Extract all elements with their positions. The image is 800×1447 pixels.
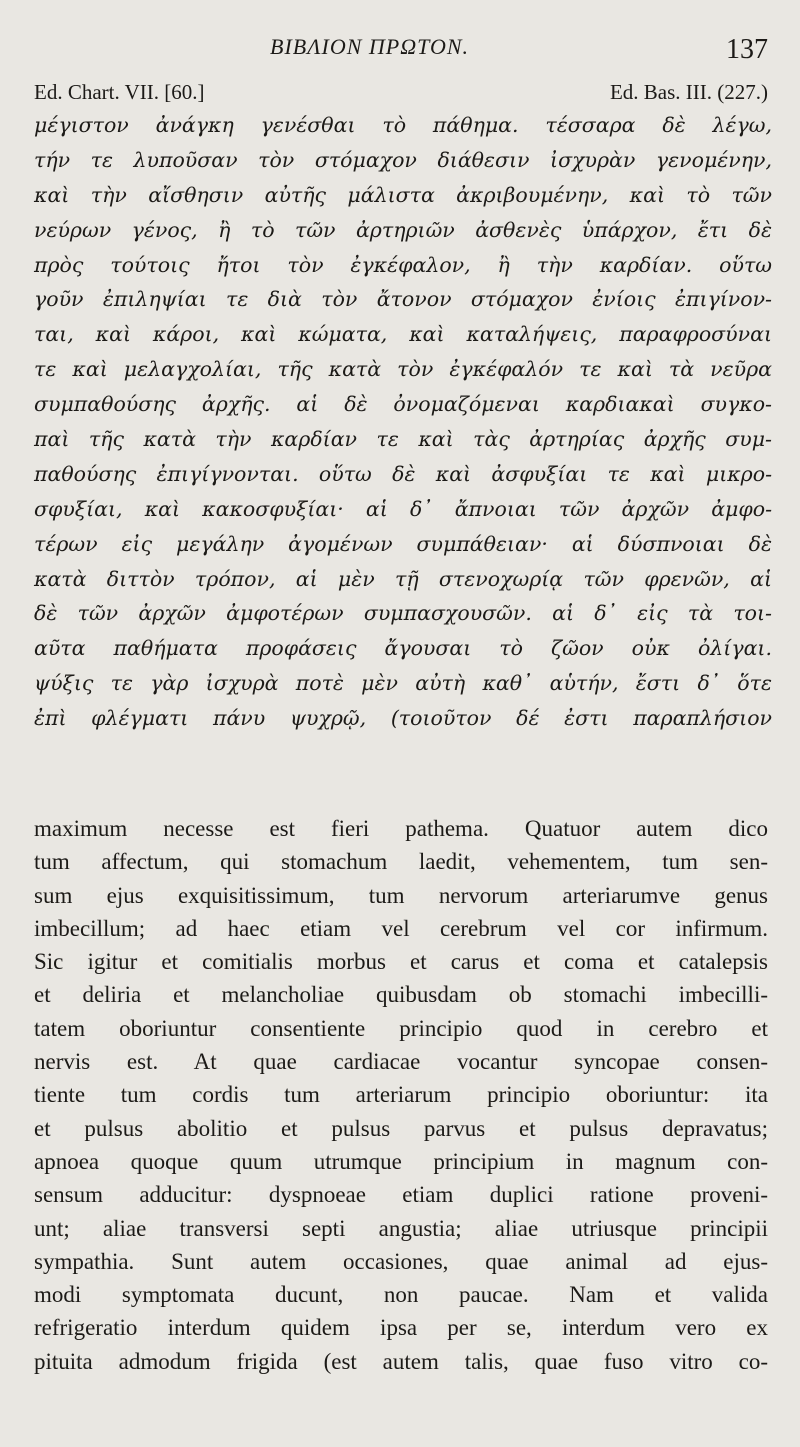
greek-text-line: αῦτα παθήματα προφάσεις ἄγουσαι τὸ ζῶον οὐκ ὀλίγαι. xyxy=(34,636,772,661)
latin-text-line: tiente tum cordis tum arteriarum principio oboriuntur: ita xyxy=(34,1082,768,1108)
latin-text-line: et deliria et melancholiae quibusdam ob stomachi imbecilli- xyxy=(34,982,768,1008)
greek-text-line: πρὸς τούτοις ἤτοι τὸν ἐγκέφαλον, ἢ τὴν καρδίαν. οὕτω xyxy=(34,252,772,277)
latin-text-line: maximum necesse est fieri pathema. Quatuor autem dico xyxy=(34,816,768,841)
greek-text-line: ται, καὶ κάροι, καὶ κώματα, καὶ καταλήψεις, παραφροσύναι xyxy=(34,322,772,347)
greek-text-line: γοῦν ἐπιληψίαι τε διὰ τὸν ἄτονον στόμαχον ἐνίοις ἐπιγίνον- xyxy=(34,287,772,312)
page-number: 137 xyxy=(726,34,768,65)
latin-text-line: imbecillum; ad haec etiam vel cerebrum vel cor infirmum. xyxy=(34,915,768,941)
greek-text-line: ψύξις τε γὰρ ἰσχυρὰ ποτὲ μὲν αὐτὴ καθ᾽ αὑτήν, ἔστι δ᾽ ὅτε xyxy=(34,671,772,696)
latin-text-line: unt; aliae transversi septi angustia; aliae utriusque principii xyxy=(34,1215,768,1241)
latin-text-line: et pulsus abolitio et pulsus parvus et pulsus depravatus; xyxy=(34,1115,768,1141)
greek-text xyxy=(34,108,772,736)
latin-text xyxy=(34,812,768,1378)
latin-text-line: pituita admodum frigida (est autem talis, quae fuso vitro co- xyxy=(34,1348,768,1374)
greek-text-line: κατὰ διττὸν τρόπον, αἱ μὲν τῇ στενοχωρίᾳ τῶν φρενῶν, αἱ xyxy=(34,566,772,591)
greek-text-line: δὲ τῶν ἀρχῶν ἀμφοτέρων συμπασχουσῶν. αἱ δ᾽ εἰς τὰ τοι- xyxy=(34,601,772,626)
greek-text-line: συμπαθούσης ἀρχῆς. αἱ δὲ ὀνομαζόμεναι καρδιακαὶ συγκο- xyxy=(34,392,772,417)
latin-text-line: Sic igitur et comitialis morbus et carus et coma et catalepsis xyxy=(34,949,768,975)
greek-text-line: τήν τε λυποῦσαν τὸν στόμαχον διάθεσιν ἰσχυρὰν γενομένην, xyxy=(34,147,772,172)
greek-text-line: τε καὶ μελαγχολίαι, τῆς κατὰ τὸν ἐγκέφαλόν τε καὶ τὰ νεῦρα xyxy=(34,357,772,382)
latin-text-line: nervis est. At quae cardiacae vocantur syncopae consen- xyxy=(34,1049,768,1075)
greek-text-line: παθούσης ἐπιγίγνονται. οὕτω δὲ καὶ ἀσφυξίαι τε καὶ μικρο- xyxy=(34,461,772,486)
greek-text-line: τέρων εἰς μεγάλην ἀγομένων συμπάθειαν· αἱ δύσπνοιαι δὲ xyxy=(34,531,772,556)
greek-text-line: ἐπὶ φλέγματι πάνυ ψυχρῷ, (τοιοῦτον δέ ἐστι παραπλήσιον xyxy=(34,706,772,731)
latin-text-line: sympathia. Sunt autem occasiones, quae animal ad ejus- xyxy=(34,1248,768,1274)
latin-text-line: refrigeratio interdum quidem ipsa per se, interdum vero ex xyxy=(34,1315,768,1341)
greek-text-line: παὶ τῆς κατὰ τὴν καρδίαν τε καὶ τὰς ἀρτηρίας ἀρχῆς συμ- xyxy=(34,427,772,452)
edition-references xyxy=(34,80,768,108)
latin-text-line: sum ejus exquisitissimum, tum nervorum arteriarumve genus xyxy=(34,882,768,908)
running-head xyxy=(0,34,800,64)
running-title: BIBΛΙΟΝ ΠΡΩΤΟΝ. xyxy=(270,34,470,59)
latin-text-line: tum affectum, qui stomachum laedit, vehementem, tum sen- xyxy=(34,849,768,875)
greek-text-line: σφυξίαι, καὶ κακοσφυξίαι· αἱ δ᾽ ἄπνοιαι τῶν ἀρχῶν ἀμφο- xyxy=(34,496,772,521)
greek-text-line: καὶ τὴν αἴσθησιν αὐτῆς μάλιστα ἀκριβουμένην, καὶ τὸ τῶν xyxy=(34,182,772,207)
latin-text-line: modi symptomata ducunt, non paucae. Nam et valida xyxy=(34,1282,768,1308)
latin-text-line: tatem oboriuntur consentiente principio quod in cerebro et xyxy=(34,1015,768,1041)
greek-text-line: μέγιστον ἀνάγκη γενέσθαι τὸ πάθημα. τέσσαρα δὲ λέγω, xyxy=(34,113,772,137)
latin-text-line: apnoea quoque quum utrumque principium in magnum con- xyxy=(34,1148,768,1174)
edition-chartier: Ed. Chart. VII. [60.] xyxy=(34,80,205,104)
latin-text-line: sensum adducitur: dyspnoeae etiam duplici ratione proveni- xyxy=(34,1182,768,1208)
edition-basel: Ed. Bas. III. (227.) xyxy=(609,80,768,104)
greek-text-line: νεύρων γένος, ἢ τὸ τῶν ἀρτηριῶν ἀσθενὲς ὑπάρχον, ἔτι δὲ xyxy=(34,217,772,242)
